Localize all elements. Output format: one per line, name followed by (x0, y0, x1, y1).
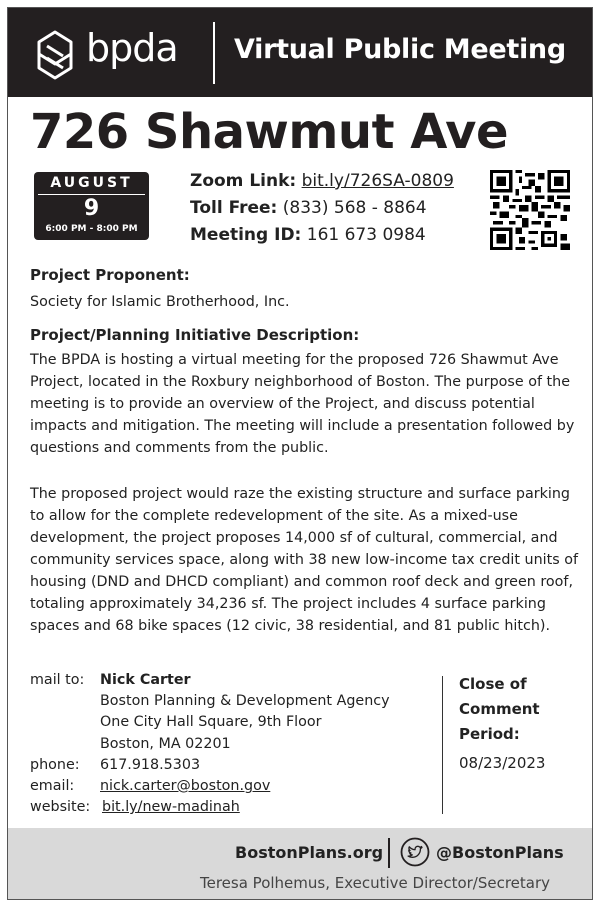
toll-row (190, 195, 454, 222)
header-title: Virtual Public Meeting (234, 34, 566, 65)
comment-period (459, 672, 545, 776)
footer-website-link[interactable]: BostonPlans.org (235, 843, 384, 862)
mail-label: mail to: (30, 672, 85, 688)
comment-heading-line-2: Comment (459, 700, 540, 718)
zoom-label: Zoom Link: (190, 171, 297, 191)
zoom-row (190, 168, 454, 195)
toll-number: (833) 568 - 8864 (282, 198, 427, 218)
footer-director: Teresa Polhemus, Executive Director/Secretary (200, 874, 551, 892)
contact-address-line-1: One City Hall Square, 9th Floor (100, 714, 322, 731)
toll-label: Toll Free: (190, 198, 278, 218)
date-divider (38, 194, 145, 195)
bpda-logo-icon (33, 24, 77, 84)
date-day: 9 (83, 196, 100, 221)
contact-email-link[interactable]: nick.carter@boston.gov (100, 777, 271, 794)
proponent-value: Society for Islamic Brotherhood, Inc. (30, 294, 290, 310)
footer-twitter-handle[interactable]: @BostonPlans (436, 843, 564, 862)
twitter-icon[interactable] (400, 837, 430, 867)
comment-heading-line-3: Period: (459, 725, 520, 743)
comment-heading-line-1: Close of (459, 675, 527, 693)
date-time: 6:00 PM - 8:00 PM (45, 224, 138, 234)
qr-code-icon[interactable] (490, 170, 570, 250)
description-paragraph-2: The proposed project would raze the existing structure and surface parking to allow for the complete redevelopment of the site. As a mixed-use development, the project proposes 14,000 sf of cultural, commercial, and community services space, along with 38 new low-income tax credit units of housing (DND and DHCD compliant) and common roof deck and green roof, totaling approximately 34,236 sf. The project includes 4 surface parking spaces and 68 bike spaces (12 civic, 38 residential, and 81 public hitch). (30, 486, 579, 634)
meeting-info (190, 168, 454, 249)
phone-label: phone: (30, 756, 80, 773)
footer-divider (388, 838, 390, 868)
proponent-heading: Project Proponent: (30, 266, 190, 284)
meeting-id-value: 161 673 0984 (306, 225, 426, 245)
meeting-id-row (190, 222, 454, 249)
contact-org: Boston Planning & Development Agency (100, 693, 390, 710)
zoom-link[interactable]: bit.ly/726SA-0809 (301, 171, 454, 191)
description-heading: Project/Planning Initiative Description: (30, 326, 360, 344)
contact-website-link[interactable]: bit.ly/new-madinah (102, 799, 240, 816)
description-paragraph-1: The BPDA is hosting a virtual meeting for the proposed 726 Shawmut Ave Project, located in the Roxbury neighborhood of Boston. The purpose of the meeting is to provide an overview of the Project, and discuss potential impacts and mitigation. The meeting will include a presentation followed by questions and comments from the public. (30, 352, 575, 456)
date-badge (34, 172, 149, 240)
contact-address-line-2: Boston, MA 02201 (100, 735, 231, 752)
comment-close-date: 08/23/2023 (459, 754, 546, 772)
header-divider (213, 22, 215, 84)
meeting-notice (7, 7, 593, 900)
bpda-wordmark: bpda (86, 26, 178, 70)
website-label: website: (30, 799, 91, 816)
meeting-id-label: Meeting ID: (190, 225, 302, 245)
contact-name: Nick Carter (100, 672, 191, 688)
contact-divider (442, 676, 443, 814)
date-month: AUGUST (50, 175, 133, 191)
footer-bar (8, 828, 592, 899)
page-title: 726 Shawmut Ave (30, 104, 509, 160)
email-label: email: (30, 777, 75, 794)
contact-phone: 617.918.5303 (100, 756, 201, 773)
header-bar (8, 8, 592, 97)
